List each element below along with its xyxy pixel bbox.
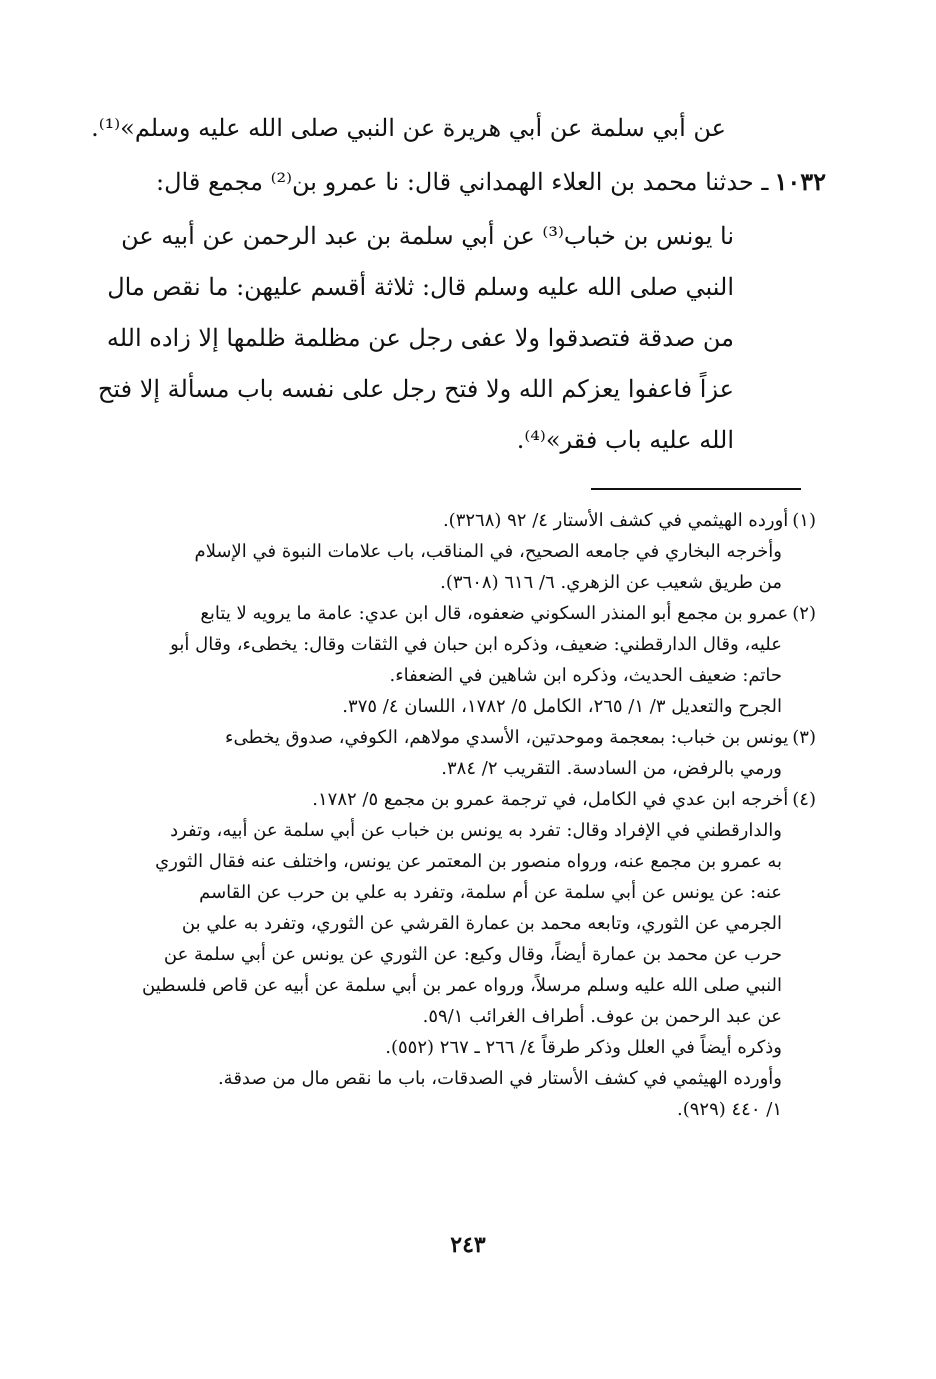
footnote-line: وأورده الهيثمي في كشف الأستار في الصدقات، باب ما نقص مال من صدقة. bbox=[217, 1068, 782, 1089]
footnote-ref: (١) bbox=[792, 510, 816, 531]
main-line-3: نا يونس بن خباب⁽³⁾ عن أبي سلمة بن عبد الرحمن عن أبيه عن bbox=[121, 222, 734, 250]
footnote-line: عليه، وقال الدارقطني: ضعيف، وذكره ابن حبان في الثقات وقال: يخطىء، وقال أبو bbox=[170, 634, 782, 655]
hadith-number: ١٠٣٢ bbox=[774, 167, 826, 196]
footnote-line: النبي صلى الله عليه وسلم مرسلاً، ورواه عمر بن أبي سلمة عن أبيه عن قاص فلسطين bbox=[142, 975, 782, 996]
main-text bbox=[91, 112, 826, 475]
footnote-line: ١/ ٤٤٠ (٩٢٩). bbox=[677, 1099, 782, 1120]
footnote-ref: (٤) bbox=[792, 789, 816, 810]
footnote-line: به عمرو بن مجمع عنه، ورواه منصور بن المعتمر عن يونس، واختلف عنه فقال الثوري bbox=[155, 851, 782, 872]
footnote-line: وذكره أيضاً في العلل وذكر طرقاً ٤/ ٢٦٦ ـ ٢٦٧ (٥٥٢). bbox=[385, 1037, 782, 1058]
footnote-line: (٣)يونس بن خباب: بمعجمة وموحدتين، الأسدي مولاهم، الكوفي، صدوق يخطىء bbox=[225, 727, 816, 748]
footnote-line: وأخرجه البخاري في جامعه الصحيح، في المناقب، باب علامات النبوة في الإسلام bbox=[194, 541, 782, 562]
main-line-6: عزاً فاعفوا يعزكم الله ولا فتح رجل على نفسه باب مسألة إلا فتح bbox=[97, 375, 734, 403]
footnote-ref: (٣) bbox=[792, 727, 816, 748]
footnotes bbox=[116, 508, 816, 1128]
main-line-2: ـ حدثنا محمد بن العلاء الهمداني قال: نا عمرو بن⁽²⁾ مجمع قال: bbox=[156, 168, 769, 196]
footnote-line: الجرمي عن الثوري، وتابعه محمد بن عمارة القرشي عن الثوري، وتفرد به علي بن bbox=[181, 913, 782, 934]
main-line-1: عن أبي سلمة عن أبي هريرة عن النبي صلى الله عليه وسلم»⁽¹⁾. bbox=[91, 114, 726, 142]
footnote-line: (١)أورده الهيثمي في كشف الأستار ٤/ ٩٢ (٣٢٦٨). bbox=[442, 510, 816, 531]
footnote-ref: (٢) bbox=[792, 603, 816, 624]
main-line-7: الله عليه باب فقر»⁽⁴⁾. bbox=[516, 426, 734, 454]
footnote-line: (٢)عمرو بن مجمع أبو المنذر السكوني ضعفوه، قال ابن عدي: عامة ما يرويه لا يتابع bbox=[200, 603, 816, 624]
footnote-line: والدارقطني في الإفراد وقال: تفرد به يونس بن خباب عن أبي سلمة عن أبيه، وتفرد bbox=[170, 820, 782, 841]
main-line-4: النبي صلى الله عليه وسلم قال: ثلاثة أقسم عليهن: ما نقص مال bbox=[107, 273, 734, 301]
footnote-line: عن عبد الرحمن بن عوف. أطراف الغرائب ٥٩/١. bbox=[422, 1006, 782, 1027]
footnote-line: من طريق شعيب عن الزهري. ٦/ ٦١٦ (٣٦٠٨). bbox=[440, 572, 782, 593]
footnote-line: ورمي بالرفض، من السادسة. التقريب ٢/ ٣٨٤. bbox=[441, 758, 782, 779]
footnote-line: حاتم: ضعيف الحديث، وذكره ابن شاهين في الضعفاء. bbox=[389, 665, 782, 686]
footnote-line: عنه: عن يونس عن أبي سلمة عن أم سلمة، وتفرد به علي بن حرب عن القاسم bbox=[199, 882, 782, 903]
hadith-heading bbox=[126, 166, 826, 220]
page-number: ٢٤٣ bbox=[450, 1232, 486, 1258]
footnote-line: الجرح والتعديل ٣/ ١/ ٢٦٥، الكامل ٥/ ١٧٨٢، اللسان ٤/ ٣٧٥. bbox=[342, 696, 782, 717]
footnote-line: (٤)أخرجه ابن عدي في الكامل، في ترجمة عمرو بن مجمع ٥/ ١٧٨٢. bbox=[312, 789, 816, 810]
footnote-line: حرب عن محمد بن عمارة أيضاً، وقال وكيع: عن الثوري عن يونس عن أبي سلمة عن bbox=[163, 944, 782, 965]
main-line-5: من صدقة فتصدقوا ولا عفى رجل عن مظلمة ظلمها إلا زاده الله bbox=[106, 324, 734, 352]
footnote-divider bbox=[591, 488, 801, 490]
